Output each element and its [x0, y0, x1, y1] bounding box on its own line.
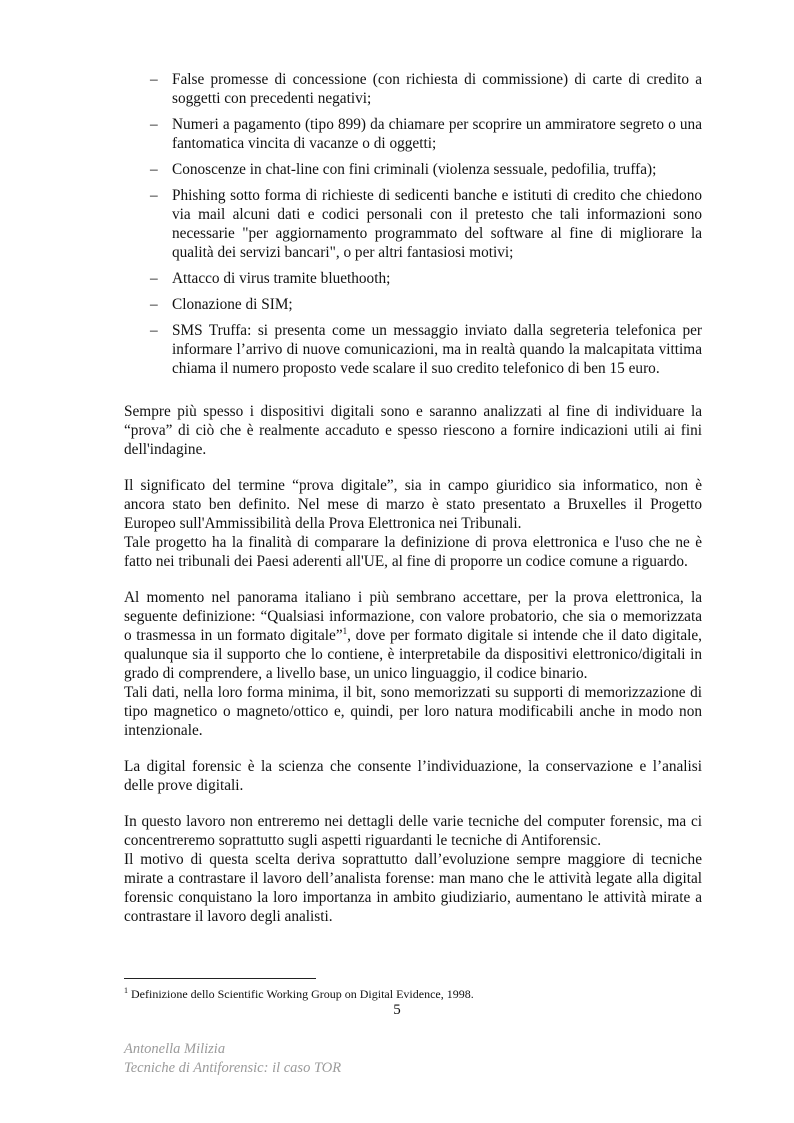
list-item — [124, 321, 702, 378]
spacer — [124, 740, 702, 757]
list-item — [124, 295, 702, 314]
list-item-text: Phishing sotto forma di richieste di sedicenti banche e istituti di credito che chiedono via mail alcuni dati e codici personali con il pretesto che tali informazioni sono necessarie "per aggiornamento programmato del software al fine di migliorare la qualità dei servizi bancari", o per altri fantasiosi motivi; — [172, 187, 702, 261]
definition-text-end: , dove per formato digitale si intende che il dato digitale, qualunque sia il supporto che lo contiene, è interpretabile da dispositivi elettronico/digitali in grado di comprendere, a livello base, un unico linguaggio, il codice binario. — [124, 627, 702, 682]
footnote-divider — [124, 978, 316, 979]
footnote-reference[interactable]: 1 — [342, 625, 348, 636]
list-item — [124, 160, 702, 179]
dash-marker: – — [150, 116, 158, 133]
dash-marker: – — [150, 187, 158, 204]
list-item — [124, 115, 702, 153]
list-item — [124, 269, 702, 288]
page-body — [124, 70, 702, 926]
footnote-text: Definizione dello Scientific Working Group on Digital Evidence, 1998. — [128, 987, 474, 1001]
paragraph-digital-evidence-meaning: Il significato del termine “prova digitale”, sia in campo giuridico sia informatico, non è ancora stato ben definito. Nel mese di marzo è stato presentato a Bruxelles il Progetto Europeo sull'Ammissibilità della Prova Elettronica nei Tribunali. — [124, 477, 702, 532]
footnote — [124, 987, 474, 1001]
definition-text-start: Al momento nel panorama italiano i più sembrano accettare, per la prova elettronica, la seguente definizione: “Qualsiasi informazione, con valore probatorio, che sia o memorizzata o trasmessa in un formato digitale” — [124, 589, 702, 644]
dash-marker: – — [150, 270, 158, 287]
paragraph-project-purpose: Tale progetto ha la finalità di comparare la definizione di prova elettronica e l'uso che ne è fatto nei tribunali dei Paesi aderenti all'UE, al fine di proporre un codice comune a riguardo. — [124, 534, 702, 570]
dash-marker: – — [150, 161, 158, 178]
paragraph-definition — [124, 588, 702, 683]
list-item-text: Clonazione di SIM; — [172, 296, 293, 313]
list-item — [124, 70, 702, 108]
dash-marker: – — [150, 322, 158, 339]
list-item-text: Numeri a pagamento (tipo 899) da chiamare per scoprire un ammiratore segreto o una fantomatica vincita di vacanze o di oggetti; — [172, 116, 702, 152]
dash-marker: – — [150, 296, 158, 313]
author-footer — [124, 1040, 341, 1078]
paragraph-storage: Tali dati, nella loro forma minima, il bit, sono memorizzati su supporti di memorizzazione di tipo magnetico o magneto/ottico e, quindi, per loro natura modificabili anche in modo non intenzionale. — [124, 684, 702, 739]
list-item-text: Conoscenze in chat-line con fini criminali (violenza sessuale, pedofilia, truffa); — [172, 161, 657, 178]
paragraph-digital-devices: Sempre più spesso i dispositivi digitali sono e saranno analizzati al fine di individuare la “prova” di ciò che è realmente accaduto e spesso riescono a fornire indicazioni utili ai fini dell'indagine. — [124, 403, 702, 458]
footnote-number: 1 — [124, 986, 128, 995]
spacer — [124, 459, 702, 476]
list-item-text: False promesse di concessione (con richiesta di commissione) di carte di credito a soggetti con precedenti negativi; — [172, 71, 702, 107]
spacer — [124, 571, 702, 588]
list-item-text: Attacco di virus tramite bluethooth; — [172, 270, 391, 287]
spacer — [124, 385, 702, 402]
spacer — [124, 795, 702, 812]
document-title: Tecniche di Antiforensic: il caso TOR — [124, 1060, 342, 1076]
author-name: Antonella Milizia — [124, 1041, 226, 1057]
page-number: 5 — [393, 1002, 401, 1018]
fraud-list — [124, 70, 702, 378]
list-item-text: SMS Truffa: si presenta come un messaggio inviato dalla segreteria telefonica per informare l’arrivo di nuove comunicazioni, ma in realtà quando la malcapitata vittima chiama il numero proposto vede scalare il suo credito telefonico di ben 15 euro. — [172, 322, 702, 377]
paragraph-scope: In questo lavoro non entreremo nei dettagli delle varie tecniche del computer forensic, ma ci concentreremo soprattutto sugli aspetti riguardanti le tecniche di Antiforensic. — [124, 813, 702, 849]
paragraph-motivation: Il motivo di questa scelta deriva soprattutto dall’evoluzione sempre maggiore di tecniche mirate a contrastare il lavoro dell’analista forense: man mano che le attività legate alla digital forensic conquistano la loro importanza in ambito giudiziario, aumentano le attività mirate a contrastare il lavoro degli analisti. — [124, 851, 702, 925]
list-item — [124, 186, 702, 262]
paragraph-digital-forensic: La digital forensic è la scienza che consente l’individuazione, la conservazione e l’analisi delle prove digitali. — [124, 758, 702, 794]
dash-marker: – — [150, 71, 158, 88]
